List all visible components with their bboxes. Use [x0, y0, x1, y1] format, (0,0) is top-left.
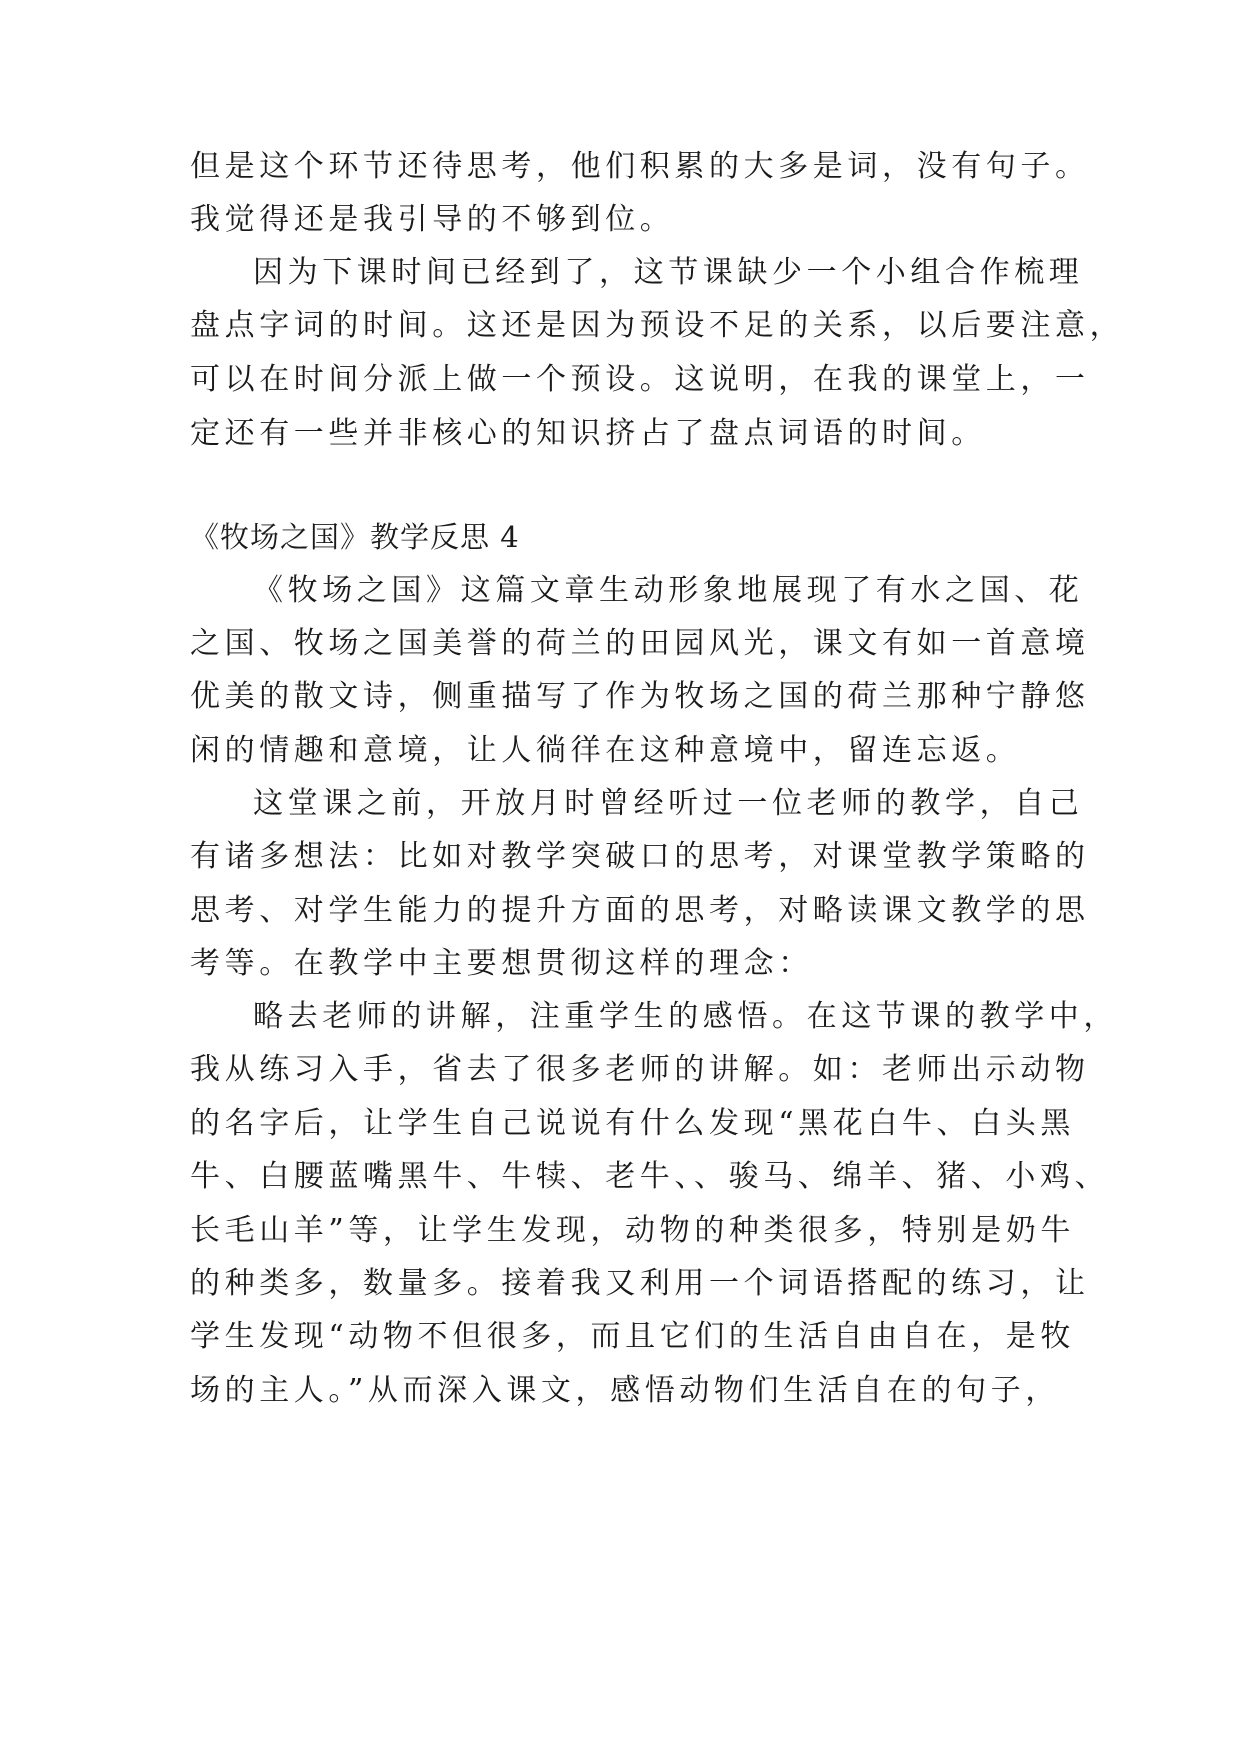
text-line: 我从练习入手，省去了很多老师的讲解。如：老师出示动物: [190, 1052, 1090, 1087]
text-line: 长毛山羊”等，让学生发现，动物的种类很多，特别是奶牛: [190, 1213, 1075, 1248]
section-title: 《牧场之国》教学反思 4: [190, 520, 520, 554]
text-line: 场的主人。”从而深入课文，感悟动物们生活自在的句子，: [190, 1373, 1060, 1408]
text-line: 但是这个环节还待思考，他们积累的大多是词，没有句子。: [190, 149, 1090, 184]
paragraph-start-line: 这堂课之前，开放月时曾经听过一位老师的教学，自己: [253, 786, 1084, 821]
text-line: 的种类多，数量多。接着我又利用一个词语搭配的练习，让: [190, 1266, 1090, 1301]
paragraph-start-line: 略去老师的讲解，注重学生的感悟。在这节课的教学中，: [253, 999, 1118, 1034]
text-line: 的名字后，让学生自己说说有什么发现“黑花白牛、白头黑: [190, 1106, 1075, 1141]
text-line: 考等。在教学中主要想贯彻这样的理念：: [190, 946, 813, 981]
text-line: 思考、对学生能力的提升方面的思考，对略读课文教学的思: [190, 893, 1090, 928]
text-line: 牛、白腰蓝嘴黑牛、牛犊、老牛、、骏马、绵羊、猪、小鸡、: [190, 1159, 1110, 1194]
text-line: 定还有一些并非核心的知识挤占了盘点词语的时间。: [190, 416, 986, 451]
text-line: 有诸多想法：比如对教学突破口的思考，对课堂教学策略的: [190, 839, 1090, 874]
text-line: 学生发现“动物不但很多，而且它们的生活自由自在，是牧: [190, 1319, 1075, 1354]
text-line: 之国、牧场之国美誉的荷兰的田园风光，课文有如一首意境: [190, 626, 1090, 661]
paragraph-start-line: 《牧场之国》这篇文章生动形象地展现了有水之国、花: [253, 573, 1084, 608]
text-line: 优美的散文诗，侧重描写了作为牧场之国的荷兰那种宁静悠: [190, 679, 1090, 714]
text-line: 可以在时间分派上做一个预设。这说明，在我的课堂上，一: [190, 362, 1090, 397]
text-line: 盘点字词的时间。这还是因为预设不足的关系，以后要注意，: [190, 308, 1125, 343]
text-line: 闲的情趣和意境，让人徜徉在这种意境中，留连忘返。: [190, 733, 1021, 768]
text-line: 我觉得还是我引导的不够到位。: [190, 202, 675, 237]
paragraph-start-line: 因为下课时间已经到了，这节课缺少一个小组合作梳理: [253, 255, 1084, 290]
